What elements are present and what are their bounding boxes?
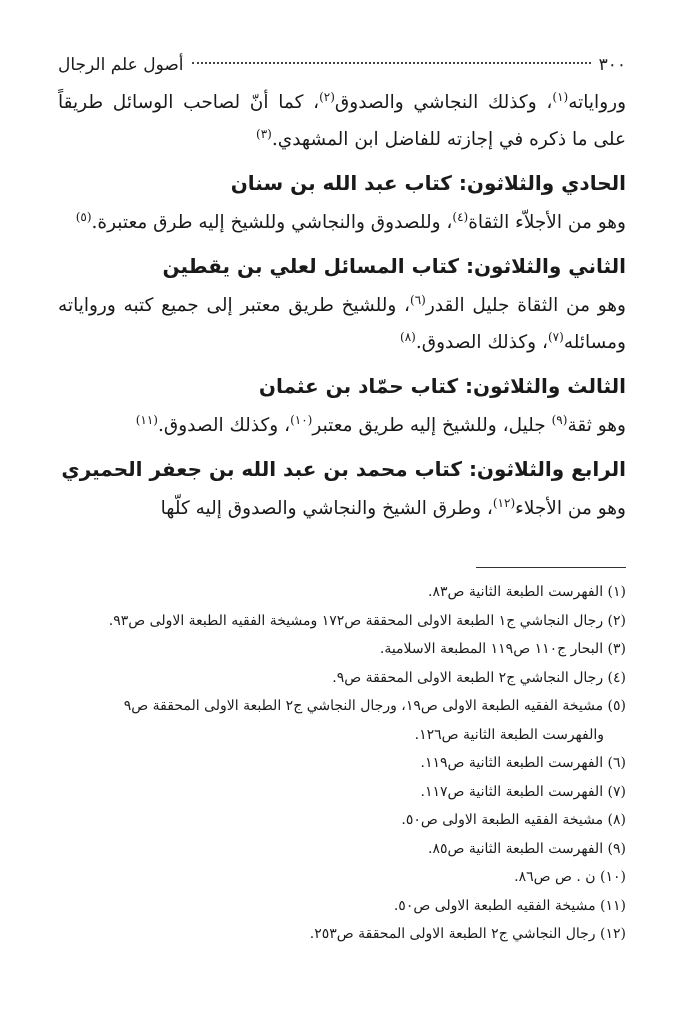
- section-heading: الثالث والثلاثون: كتاب حمّاد بن عثمان: [258, 374, 626, 398]
- text-run: ، وطرق الشيخ والنجاشي والصدوق إليه كلّها: [160, 498, 493, 519]
- text-run: وهو من الأجلاّء الثقاة: [468, 212, 626, 233]
- running-header: [58, 50, 626, 80]
- footnote-reference: (٦): [410, 292, 426, 307]
- running-title: أصول علم الرجال: [58, 55, 184, 75]
- footnote-reference: (٤): [452, 209, 469, 224]
- text-run: ، وكذلك الصدوق.: [157, 415, 291, 436]
- page-number: ٣٠٠: [598, 55, 626, 75]
- book-page: [58, 50, 626, 949]
- text-run: ، كما أنّ لصاحب الوسائل طريقاً على ما ذكره في إجازته للفاضل ابن المشهدي.: [58, 92, 626, 150]
- footnote-line: (٣) البحار ج١١٠ ص١١٩ المطبعة الاسلامية.: [379, 641, 626, 657]
- footnote-reference: (٩): [551, 412, 568, 427]
- text-run: وهو من الأجلاء: [515, 498, 626, 519]
- text-run: ، وكذلك الصدوق.: [415, 332, 548, 353]
- footnote-line: (١) الفهرست الطبعة الثانية ص٨٣.: [428, 584, 626, 600]
- footnote-line: (٩) الفهرست الطبعة الثانية ص٨٥.: [428, 840, 626, 857]
- footnote-line: (٢) رجال النجاشي ج١ الطبعة الاولى المحققة ص١٧٢ ومشيخة الفقيه الطبعة الاولى ص٩٣.: [108, 612, 626, 629]
- footnote-line: (٤) رجال النجاشي ج٢ الطبعة الاولى المحققة ص٩.: [332, 669, 626, 686]
- text-run: جليل، وللشيخ إليه طريق معتبر: [312, 415, 552, 436]
- footnote-reference: (١١): [135, 412, 158, 427]
- main-text: [58, 84, 626, 527]
- footnote-line: (١١) مشيخة الفقيه الطبعة الاولى ص٥٠.: [393, 897, 626, 914]
- section-heading: الثاني والثلاثون: كتاب المسائل لعلي بن يقطين: [162, 254, 626, 278]
- body-paragraph: [58, 84, 626, 158]
- body-paragraph: [58, 407, 626, 444]
- footnote-reference: (٢): [319, 89, 335, 104]
- text-run: ، وللشيخ طريق معتبر إلى جميع كتبه ورواياته ومسائله: [58, 295, 626, 353]
- footnote-reference: (٥): [75, 209, 92, 224]
- footnote-line: (٨) مشيخة الفقيه الطبعة الاولى ص٥٠.: [401, 812, 626, 828]
- footnote-line: (٦) الفهرست الطبعة الثانية ص١١٩.: [420, 755, 626, 771]
- text-run: وهو من الثقاة جليل القدر: [425, 295, 626, 316]
- body-paragraph: [58, 490, 626, 527]
- section-heading: الحادي والثلاثون: كتاب عبد الله بن سنان: [230, 171, 626, 195]
- footnote-line: والفهرست الطبعة الثانية ص١٢٦.: [414, 726, 604, 743]
- footnote-reference: (١): [552, 89, 569, 104]
- footnote-reference: (١٠): [290, 412, 313, 427]
- section-heading: الرابع والثلاثون: كتاب محمد بن عبد الله بن جعفر الحميري: [61, 457, 626, 481]
- header-dot-leader: [192, 62, 591, 64]
- footnote-reference: (٣): [256, 126, 272, 141]
- footnote-line: (٥) مشيخة الفقيه الطبعة الاولى ص١٩، ورجال النجاشي ج٢ الطبعة الاولى المحققة ص٩: [123, 698, 626, 714]
- footnote-reference: (٨): [400, 329, 416, 344]
- footnote-line: (٧) الفهرست الطبعة الثانية ص١١٧.: [420, 783, 626, 800]
- text-run: وهو ثقة: [567, 415, 626, 436]
- body-paragraph: [58, 204, 626, 241]
- body-paragraph: [58, 287, 626, 361]
- footnote-reference: (٧): [547, 329, 564, 344]
- footnote-reference: (١٢): [492, 495, 516, 510]
- footnote-line: (١٢) رجال النجاشي ج٢ الطبعة الاولى المحققة ص٢٥٣.: [309, 926, 626, 942]
- text-run: ، وكذلك النجاشي والصدوق: [334, 92, 553, 113]
- footnotes: [58, 578, 626, 949]
- text-run: ، وللصدوق والنجاشي وللشيخ إليه طرق معتبرة.: [91, 212, 453, 233]
- footnote-line: (١٠) ن . ص ص٨٦.: [514, 869, 626, 885]
- text-run: ورواياته: [568, 92, 626, 113]
- footnote-separator: [476, 567, 626, 568]
